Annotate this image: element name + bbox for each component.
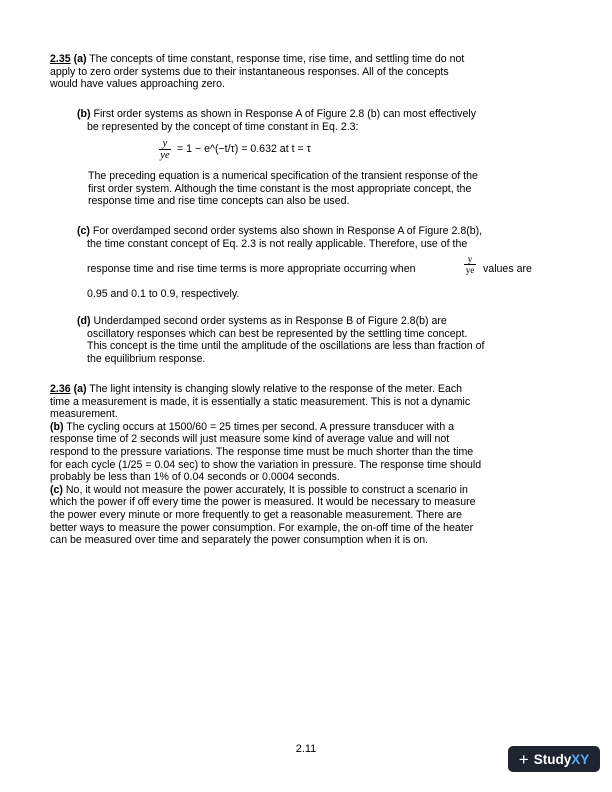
problem-number: 2.35 — [50, 53, 71, 65]
problem-2-35-part-a: 2.35 (a) The concepts of time constant, response time, rise time, and settling time do not apply to zero order systems due to their instantaneous responses. All of the concepts would have values approaching zero. — [50, 53, 465, 91]
problem-2-35-part-d: (d) Underdamped second order systems as in Response B of Figure 2.8(b) are oscillatory responses which can best be represented by the settling time concept. This concept is the time until the amplitude of the oscillations are less than fraction of the equilibrium response. — [77, 315, 485, 365]
brand-study: Study — [533, 751, 572, 767]
equation-time-constant: y ye = 1 − e^(−t/τ) = 0.632 at t = τ — [160, 138, 311, 161]
problem-2-35-part-c: (c) For overdamped second order systems also shown in Response A of Figure 2.8(b), the time constant concept of Eq. 2.3 is not really applicable. Therefore, use of the — [77, 225, 483, 250]
part-label: (b) — [50, 420, 64, 433]
problem-2-35-part-b-text: The preceding equation is a numerical specification of the transient response of the first order system. Although the time constant is the most appropriate concept, the response time and rise time concepts can also be used. — [88, 170, 478, 208]
plus-icon: + — [518, 749, 529, 769]
problem-2-35-part-c-line3: response time and rise time terms is more appropriate occurring when — [87, 263, 416, 275]
problem-2-36: 2.36 (a) The light intensity is changing slowly relative to the response of the meter. Each time a measurement is made, it is essentially a static measurement. This is not a dynamic measurement. (b) The cycling occurs at 1500/60 = 25 times per second. A pressure transducer with a response time of 2 seconds will just measure some kind of average value and will not respond to the pressure variations. The response time must be much shorter than the time for each cycle (1/25 = 0.04 sec) to show the variation in pressure. The response time should probably be less than 1% of 0.04 seconds or 0.0004 seconds. (c) No, it would not measure the power accurately, It is possible to construct a scenario in which the power if off every time the power is measured. It would be necessary to measure the power every minute or more frequently to get a reasonable measurement. There are better ways to measure the power consumption. For example, the on-off time of the heater can be measured over time and separately the power consumption when it is on. — [50, 383, 482, 547]
page-number: 2.11 — [295, 743, 317, 755]
studyxy-logo-badge[interactable] — [508, 746, 600, 772]
part-label: (b) — [77, 108, 91, 120]
fraction-y-over-ye: y ye — [465, 254, 475, 275]
document-page: 2.35 (a) The concepts of time constant, response time, rise time, and settling time do not apply to zero order systems due to their instantaneous responses. All of the concepts would have values approaching zero. (b) First order systems as shown in Response A of Figure 2.8 (b) can most effectively be represented by the concept of time constant in Eq. 2.3: y ye = 1 − e^(−t/τ) = 0.632 at t = τ The preceding equation is a numerical specification of the transient response of the first order system. Although the time constant is the most appropriate concept, the response time and rise time concepts can also be used. (c) For overdamped second order systems also shown in Response A of Figure 2.8(b), the time constant concept of Eq. 2.3 is not really applicable. Therefore, use of the response time and rise time terms is more appropriate occurring when y ye values are 0.95 and 0.1 to 0.9, respectively. (d) Underdamped second order systems as in Response B of Figure 2.8(b) are oscillatory responses which can best be represented by the settling time concept. This concept is the time until the amplitude of the oscillations are less than fraction of the equilibrium response. 2.36 (a) The light intensity is changing slowly relative to the response of the meter. Each time a measurement is made, it is essentially a static measurement. This is not a dynamic measurement. (b) The cycling occurs at 1500/60 = 25 times per second. A pressure transducer with a response time of 2 seconds will just measure some kind of average value and will not respond to the pressure variations. The response time must be much shorter than the time for each cycle (1/25 = 0.04 sec) to show the variation in pressure. The response time should probably be less than 1% of 0.04 seconds or 0.0004 seconds. (c) No, it would not measure the power accurately, It is possible to construct a scenario in which the power if off every time the power is measured. It would be necessary to measure the power every minute or more frequently to get a reasonable measurement. There are better ways to measure the power consumption. For example, the on-off time of the heater can be measured over time and separately the power consumption when it is on. 2.11 + StudyXY — [0, 0, 612, 792]
problem-number: 2.36 — [50, 383, 71, 395]
part-label: (c) — [50, 483, 63, 496]
part-label: (c) — [77, 225, 90, 237]
part-label: (a) — [73, 53, 87, 65]
part-label: (a) — [73, 383, 87, 395]
part-label: (d) — [77, 315, 91, 327]
brand-xy: XY — [571, 751, 590, 767]
equation-rhs: = 1 − e^(−t/τ) = 0.632 at t = τ — [177, 143, 311, 155]
problem-2-35-part-b: (b) First order systems as shown in Response A of Figure 2.8 (b) can most effectively be represented by the concept of time constant in Eq. 2.3: — [77, 108, 476, 133]
